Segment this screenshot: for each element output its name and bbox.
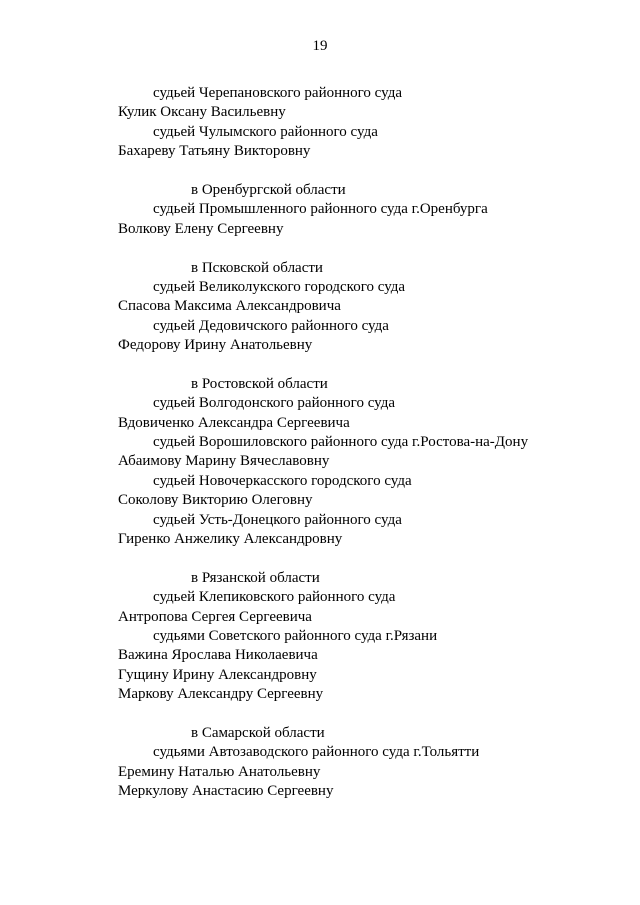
section-spacer [0, 162, 640, 181]
person-name: Гущину Ирину Александровну [118, 666, 317, 683]
page-number: 19 [312, 38, 328, 54]
person-name: Гиренко Анжелику Александровну [118, 530, 343, 547]
person-name: Бахареву Татьяну Викторовну [118, 143, 311, 160]
person-name: Федорову Ирину Анатольевну [118, 337, 313, 354]
person-name: Важина Ярослава Николаевича [118, 647, 318, 664]
section-spacer [0, 239, 640, 258]
person-name: Антропова Сергея Сергеевича [118, 608, 312, 625]
document-body [0, 84, 640, 801]
person-name: Вдовиченко Александра Сергеевича [118, 414, 350, 431]
person-name: Абаимову Марину Вячеславовну [118, 453, 330, 470]
court-appointment: судьей Великолукского городского суда [153, 278, 406, 295]
person-name: Спасова Максима Александровича [118, 298, 341, 315]
person-name: Соколову Викторию Олеговну [118, 492, 313, 509]
court-appointment: судьей Клепиковского районного суда [153, 589, 396, 606]
region-heading: в Псковской области [191, 259, 323, 276]
court-appointment: судьями Советского районного суда г.Рязани [153, 627, 438, 644]
section-spacer [0, 705, 640, 724]
court-appointment: судьей Промышленного районного суда г.Оренбурга [153, 201, 488, 218]
person-name: Еремину Наталью Анатольевну [118, 763, 321, 780]
court-appointment: судьей Новочеркасского городского суда [153, 472, 412, 489]
court-appointment: судьями Автозаводского районного суда г.Тольятти [153, 744, 480, 761]
court-appointment: судьей Дедовичского районного суда [153, 317, 389, 334]
court-appointment: судьей Черепановского районного суда [153, 85, 402, 101]
region-heading: в Оренбургской области [191, 181, 346, 198]
region-heading: в Рязанской области [191, 569, 320, 586]
region-heading: в Самарской области [191, 724, 325, 741]
person-name: Волкову Елену Сергеевну [118, 220, 284, 237]
person-name: Меркулову Анастасию Сергеевну [118, 783, 334, 800]
region-heading: в Ростовской области [191, 375, 328, 392]
court-appointment: судьей Чулымского районного суда [153, 123, 378, 140]
section-spacer [0, 355, 640, 374]
section-spacer [0, 549, 640, 568]
person-name: Маркову Александру Сергеевну [118, 686, 324, 703]
person-name: Кулик Оксану Васильевну [118, 104, 286, 121]
court-appointment: судьей Усть-Донецкого районного суда [153, 511, 402, 528]
court-appointment: судьей Ворошиловского районного суда г.Ростова-на-Дону [153, 434, 529, 451]
court-appointment: судьей Волгодонского районного суда [153, 395, 396, 412]
